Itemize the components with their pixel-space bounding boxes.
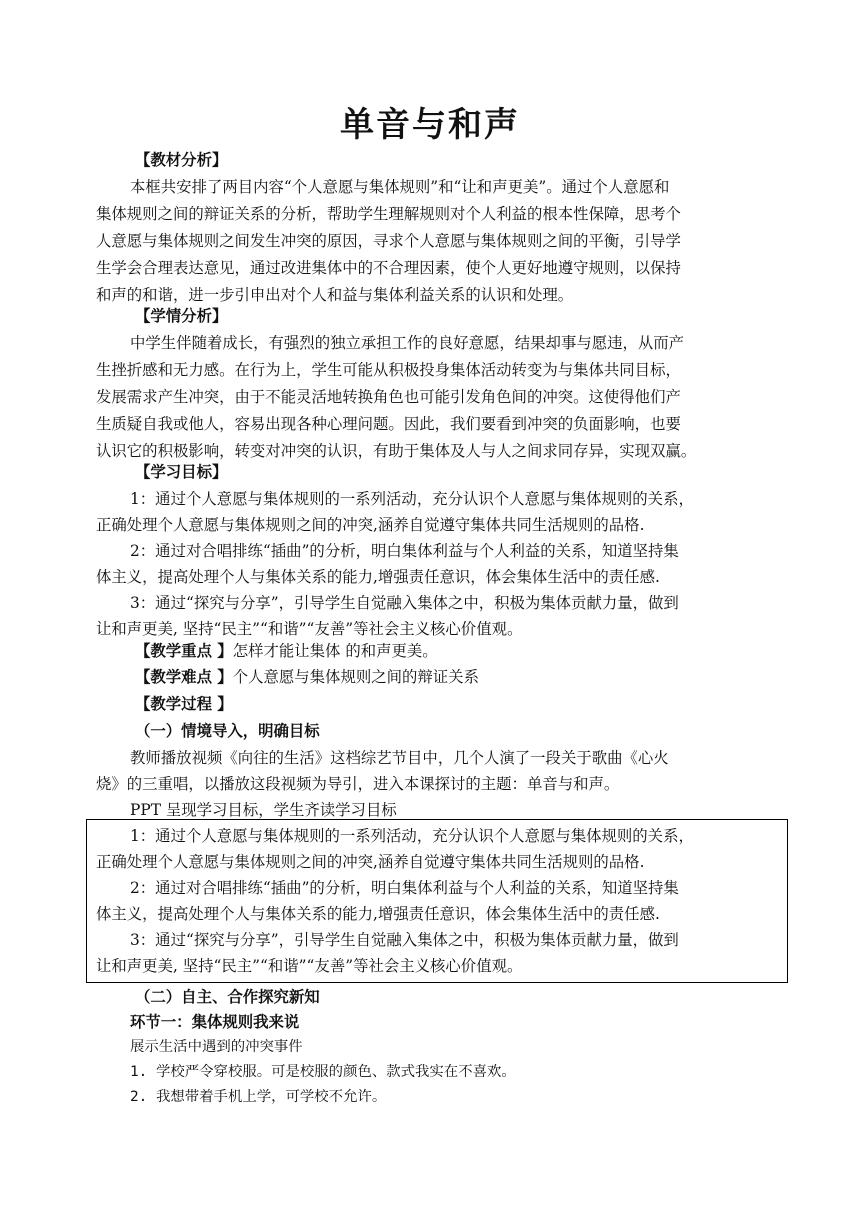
box-line: 正确处理个人意愿与集体规则之间的冲突,涵养自觉遵守集体共同生活规则的品格.: [96, 853, 645, 871]
difficulty-row: [135, 663, 766, 691]
paragraph-line: 发展需求产生冲突，由于不能灵活地转换角色也可能引发角色间的冲突。这使得他们产: [96, 388, 681, 406]
paragraph-line: 2：通过对合唱排练“插曲”的分析，明白集体利益与个人利益的关系，知道坚持集: [130, 542, 679, 560]
paragraph-line: 教师播放视频《向往的生活》这档综艺节目中，几个人演了一段关于歌曲《心火: [130, 749, 669, 767]
box-line: 3：通过“探究与分享”，引导学生自觉融入集体之中，积极为集体贡献力量，做到: [130, 931, 679, 949]
paragraph-line: 集体规则之间的辩证关系的分析，帮助学生理解规则对个人利益的根本性保障，思考个: [96, 205, 681, 223]
section-heading-goals: 【学习目标】: [135, 463, 228, 481]
paragraph-line: 1：通过个人意愿与集体规则的一系列活动，充分认识个人意愿与集体规则的关系，: [130, 490, 694, 508]
section-heading-process: 【教学过程 】: [135, 695, 233, 713]
list-item: 2. 我想带着手机上学，可学校不允许。: [130, 1089, 387, 1105]
paragraph-line: 中学生伴随着成长，有强烈的独立承担工作的良好意愿，结果却事与愿违，从而产: [130, 334, 685, 352]
paragraph-line: 生学会合理表达意见，通过改进集体中的不合理因素，使个人更好地遵守规则，以保持: [96, 259, 681, 277]
process-part2-heading: （二）自主、合作探究新知: [135, 988, 320, 1006]
key-point-text: 怎样才能让集体 的和声更美。: [232, 642, 438, 660]
key-point-row: [135, 637, 766, 665]
paragraph-line: 认识它的积极影响，转变对冲突的认识，有助于集体及人与人之间求同存异，实现双赢。: [96, 442, 697, 460]
page-title: 单音与和声: [340, 105, 520, 145]
box-line: 1：通过个人意愿与集体规则的一系列活动，充分认识个人意愿与集体规则的关系，: [130, 827, 694, 845]
paragraph-line: 正确处理个人意愿与集体规则之间的冲突,涵养自觉遵守集体共同生活规则的品格.: [96, 516, 645, 534]
paragraph-line: 烧》的三重唱，以播放这段视频为导引，进入本课探讨的主题：单音与和声。: [96, 775, 620, 793]
paragraph-line: PPT 呈现学习目标，学生齐读学习目标: [130, 801, 397, 819]
section-heading-difficulty: 【教学难点 】: [135, 668, 233, 686]
paragraph-line: 3：通过“探究与分享”，引导学生自觉融入集体之中，积极为集体贡献力量，做到: [130, 594, 679, 612]
paragraph-line: 让和声更美, 坚持“民主”“和谐”“友善”等社会主义核心价值观。: [96, 620, 523, 638]
paragraph-line: 生质疑自我或他人，容易出现各种心理问题。因此，我们要看到冲突的负面影响，也要: [96, 415, 681, 433]
paragraph-line: 人意愿与集体规则之间发生冲突的原因，寻求个人意愿与集体规则之间的平衡，引导学: [96, 232, 681, 250]
section-heading-material: 【教材分析】: [135, 151, 228, 169]
paragraph-line: 本框共安排了两目内容“个人意愿与集体规则”和“让和声更美”。通过个人意愿和: [130, 178, 670, 196]
box-line: 2：通过对合唱排练“插曲”的分析，明白集体利益与个人利益的关系，知道坚持集: [130, 879, 679, 897]
link1-heading: 环节一：集体规则我来说: [130, 1013, 300, 1031]
paragraph-line: 生挫折感和无力感。在行为上，学生可能从积极投身集体活动转变为与集体共同目标，: [96, 361, 681, 379]
section-heading-students: 【学情分析】: [135, 307, 228, 325]
list-item: 1. 学校严令穿校服。可是校服的颜色、款式我实在不喜欢。: [130, 1064, 516, 1080]
paragraph-line: 体主义，提高处理个人与集体关系的能力,增强责任意识，体会集体生活中的责任感.: [96, 568, 660, 586]
difficulty-text: 个人意愿与集体规则之间的辩证关系: [232, 668, 479, 686]
section-heading-key-point: 【教学重点 】: [135, 642, 233, 660]
link1-intro: 展示生活中遇到的冲突事件: [130, 1039, 303, 1055]
box-line: 体主义，提高处理个人与集体关系的能力,增强责任意识，体会集体生活中的责任感.: [96, 905, 660, 923]
process-part1-heading: （一）情境导入，明确目标: [135, 722, 320, 740]
box-line: 让和声更美, 坚持“民主”“和谐”“友善”等社会主义核心价值观。: [96, 957, 523, 975]
paragraph-line: 和声的和谐，进一步引申出对个人和益与集体利益关系的认识和处理。: [96, 286, 574, 304]
